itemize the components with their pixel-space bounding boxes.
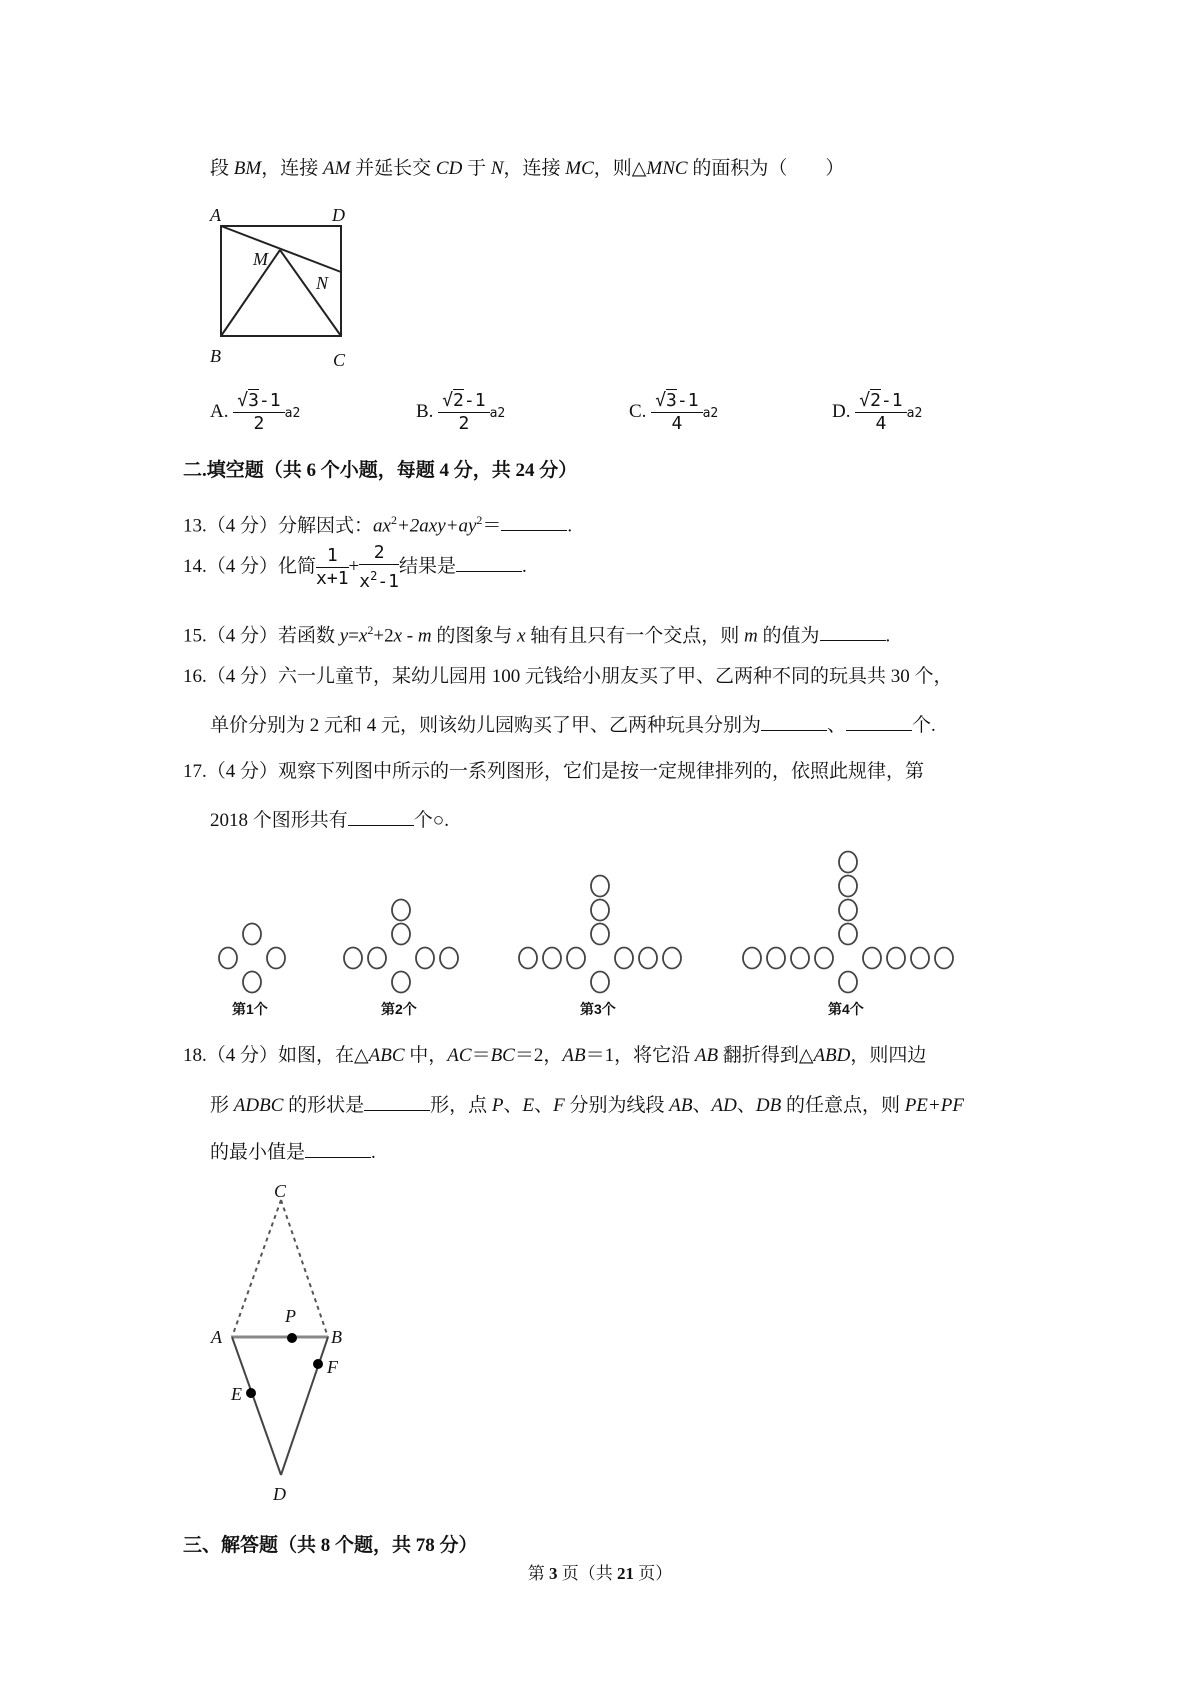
figure-3-label: 第3个 xyxy=(580,1001,616,1017)
circle-mark xyxy=(743,948,761,969)
figure-4-label: 第4个 xyxy=(828,1001,864,1017)
text: 的值为 xyxy=(757,625,820,647)
text: 2 xyxy=(390,513,397,527)
text: + xyxy=(348,556,360,577)
text: ADBC xyxy=(233,1095,284,1116)
text: ＝2， xyxy=(514,1045,563,1066)
text: 、 xyxy=(736,1095,756,1116)
denominator: 2 xyxy=(458,413,470,435)
text: 并延长交 xyxy=(350,158,436,179)
text: 的面积为（ ） xyxy=(687,158,845,179)
numerator xyxy=(233,390,284,413)
text: -1 xyxy=(463,390,486,412)
exponent: 2 xyxy=(497,406,506,421)
text: 段 xyxy=(210,158,234,179)
circle-mark xyxy=(767,948,785,969)
text: BC xyxy=(490,1045,515,1066)
text: N xyxy=(490,158,504,179)
circle-mark xyxy=(839,852,857,873)
point-e xyxy=(246,1388,256,1398)
label-b: B xyxy=(331,1327,342,1347)
label-e: E xyxy=(231,1384,242,1404)
circle-mark xyxy=(935,948,953,969)
circle-mark xyxy=(267,948,285,969)
circle-mark xyxy=(416,948,434,969)
circle-mark xyxy=(543,948,561,969)
circle-mark xyxy=(791,948,809,969)
text: m xyxy=(417,625,432,647)
fraction xyxy=(855,390,906,435)
sqrt-icon: √ xyxy=(237,390,249,412)
text: -1 xyxy=(676,390,699,412)
denominator: x+1 xyxy=(316,568,349,590)
text: = xyxy=(348,625,359,647)
label-d: D xyxy=(332,205,345,225)
text: AD xyxy=(711,1095,737,1116)
fraction xyxy=(438,390,489,435)
answer-blank-1[interactable] xyxy=(761,712,827,731)
text: ，连接 xyxy=(261,158,323,179)
fraction xyxy=(233,390,284,435)
text: 页） xyxy=(634,1564,673,1583)
line-bd xyxy=(281,1337,328,1475)
text: E xyxy=(522,1095,535,1116)
point-p xyxy=(287,1333,297,1343)
label-a: A xyxy=(211,1327,222,1347)
text: ，则△ xyxy=(593,158,647,179)
text: 的任意点，则 xyxy=(781,1095,905,1116)
circle-mark xyxy=(911,948,929,969)
circle-mark xyxy=(639,948,657,969)
denominator xyxy=(359,565,399,593)
denominator: 4 xyxy=(875,413,887,435)
circle-mark xyxy=(615,948,633,969)
variable: a xyxy=(906,406,915,421)
text: 2018 个图形共有 xyxy=(210,810,348,831)
text: DB xyxy=(755,1095,782,1116)
page-footer xyxy=(0,1562,1200,1586)
circle-mark xyxy=(440,948,458,969)
option-b[interactable] xyxy=(416,387,505,439)
text: 形，点 xyxy=(430,1095,492,1116)
circle-mark xyxy=(663,948,681,969)
fraction-1 xyxy=(316,545,349,590)
circle-mark xyxy=(839,900,857,921)
variable: a xyxy=(489,406,498,421)
exponent: 2 xyxy=(710,406,719,421)
q13 xyxy=(183,508,572,538)
circle-mark xyxy=(344,948,362,969)
circle-mark xyxy=(839,972,857,993)
text: 分别为线段 xyxy=(564,1095,670,1116)
text: ax xyxy=(373,515,391,537)
answer-blank-1[interactable] xyxy=(364,1092,430,1111)
circle-mark xyxy=(392,972,410,993)
label-f: F xyxy=(327,1357,338,1377)
text: AB xyxy=(562,1045,586,1066)
option-letter: C. xyxy=(629,401,647,422)
text: x xyxy=(359,571,371,593)
fraction xyxy=(651,390,702,435)
label-n: N xyxy=(316,273,329,293)
text: 形 xyxy=(210,1095,234,1116)
page-number: 3 xyxy=(549,1564,558,1583)
option-letter: A. xyxy=(210,401,229,422)
q17-line-2 xyxy=(210,807,449,833)
label-a: A xyxy=(210,205,221,225)
circle-mark xyxy=(863,948,881,969)
text: 2 xyxy=(370,569,378,584)
variable: a xyxy=(702,406,711,421)
circle-mark xyxy=(591,924,609,945)
label-b: B xyxy=(210,346,221,366)
numerator: 2 xyxy=(359,542,399,565)
circle-mark xyxy=(243,972,261,993)
fraction-2 xyxy=(359,542,399,593)
text: 轴有且只有一个交点，则 xyxy=(525,625,745,647)
q15 xyxy=(183,618,890,648)
circle-mark xyxy=(243,924,261,945)
text: 的图象与 xyxy=(431,625,518,647)
text: 、 xyxy=(827,715,847,736)
q16-line-1: 16.（4 分）六一儿童节，某幼儿园用 100 元钱给小朋友买了甲、乙两种不同的玩具共 30 个， xyxy=(183,666,953,687)
text: AM xyxy=(322,158,351,179)
radicand: 2 xyxy=(453,390,464,412)
text: 个○. xyxy=(413,810,449,831)
label-m: M xyxy=(253,249,268,269)
text: 、 xyxy=(534,1095,554,1116)
text: ，则四边 xyxy=(850,1045,927,1066)
text: x xyxy=(393,625,403,647)
variable: a xyxy=(284,406,293,421)
circle-mark xyxy=(591,900,609,921)
text: x xyxy=(517,625,526,647)
q18-line-3 xyxy=(210,1139,376,1165)
circle-mark xyxy=(839,876,857,897)
numerator xyxy=(651,390,702,413)
line-mc xyxy=(280,250,341,336)
answer-blank[interactable] xyxy=(456,553,522,572)
circle-mark xyxy=(591,876,609,897)
numerator xyxy=(438,390,489,413)
option-d[interactable] xyxy=(832,387,922,439)
circle-mark xyxy=(887,948,905,969)
section-3-heading: 三、解答题（共 8 个题，共 78 分） xyxy=(183,1535,478,1556)
text: 中， xyxy=(404,1045,448,1066)
text: 单价分别为 2 元和 4 元，则该幼儿园购买了甲、乙两种玩具分别为 xyxy=(210,715,762,736)
text: . xyxy=(885,625,891,647)
q14 xyxy=(183,542,527,593)
circle-pattern-figure xyxy=(219,852,953,993)
line-an xyxy=(221,226,341,272)
text: 结果是 xyxy=(399,556,457,577)
text: ＝ xyxy=(471,1045,491,1066)
numerator: 1 xyxy=(316,545,349,568)
figure-1-label: 第1个 xyxy=(232,1001,268,1017)
text: BM xyxy=(233,158,262,179)
text: 2 xyxy=(476,513,483,527)
text: MC xyxy=(565,158,594,179)
answer-blank[interactable] xyxy=(348,807,414,826)
text: MNC xyxy=(646,158,688,179)
radicand: 3 xyxy=(248,390,259,412)
q18-line-1 xyxy=(183,1044,926,1068)
text: 15.（4 分）若函数 xyxy=(183,625,340,647)
option-letter: D. xyxy=(832,401,851,422)
circle-mark xyxy=(219,948,237,969)
text: 的最小值是 xyxy=(210,1142,306,1163)
text: 个. xyxy=(912,715,936,736)
line-mb xyxy=(221,250,280,336)
text: P xyxy=(491,1095,504,1116)
q18-line-2 xyxy=(210,1092,964,1118)
sqrt-icon: √ xyxy=(655,390,667,412)
figure-2-label: 第2个 xyxy=(381,1001,417,1017)
text: CD xyxy=(435,158,463,179)
text: . xyxy=(371,1142,376,1163)
text: -1 xyxy=(258,390,281,412)
text: ，连接 xyxy=(503,158,566,179)
total-pages: 21 xyxy=(617,1564,634,1583)
section-2-heading: 二.填空题（共 6 个小题，每题 4 分，共 24 分） xyxy=(183,460,578,481)
text: +2axy+ay xyxy=(396,515,477,537)
line-ac-dashed xyxy=(232,1200,281,1337)
label-d: D xyxy=(273,1484,286,1504)
text: ＝1，将它沿 xyxy=(585,1045,695,1066)
text: ABC xyxy=(368,1045,405,1066)
label-c: C xyxy=(333,350,346,370)
circle-mark xyxy=(519,948,537,969)
circle-mark xyxy=(567,948,585,969)
line-ad xyxy=(232,1337,281,1475)
circle-mark xyxy=(368,948,386,969)
circle-mark xyxy=(839,924,857,945)
radicand: 2 xyxy=(870,390,881,412)
text: 18.（4 分）如图，在△ xyxy=(183,1045,369,1066)
exponent: 2 xyxy=(292,406,301,421)
text: 13.（4 分）分解因式： xyxy=(183,515,374,537)
text: ＝ xyxy=(482,515,502,537)
text: F xyxy=(553,1095,565,1116)
text: AB xyxy=(694,1045,719,1066)
text: -1 xyxy=(880,390,903,412)
text: . xyxy=(567,515,573,537)
text: . xyxy=(522,556,527,577)
text: +2 xyxy=(373,625,394,647)
text: 页（共 xyxy=(557,1564,617,1583)
answer-blank[interactable] xyxy=(820,622,886,641)
text: 翻折得到△ xyxy=(718,1045,814,1066)
text: x xyxy=(358,625,368,647)
q16-line-2 xyxy=(210,712,936,738)
text: 于 xyxy=(462,158,491,179)
circle-mark xyxy=(591,972,609,993)
text: 、 xyxy=(503,1095,523,1116)
text: 的形状是 xyxy=(283,1095,365,1116)
answer-blank-2[interactable] xyxy=(305,1139,371,1158)
label-c: C xyxy=(274,1181,287,1201)
text: 、 xyxy=(692,1095,712,1116)
q17-line-1: 17.（4 分）观察下列图中所示的一系列图形，它们是按一定规律排列的，依照此规律，第 xyxy=(183,761,925,782)
text: ABD xyxy=(813,1045,851,1066)
text: 第 xyxy=(527,1564,549,1583)
text: AC xyxy=(447,1045,472,1066)
option-a[interactable] xyxy=(210,387,300,439)
denominator: 4 xyxy=(671,413,683,435)
denominator: 2 xyxy=(253,413,265,435)
text: y xyxy=(339,625,349,647)
circle-mark xyxy=(392,924,410,945)
label-p: P xyxy=(285,1306,296,1326)
circle-mark xyxy=(815,948,833,969)
option-letter: B. xyxy=(416,401,434,422)
text: m xyxy=(744,625,758,647)
text: - xyxy=(402,625,418,647)
numerator xyxy=(855,390,906,413)
text: 14.（4 分）化简 xyxy=(183,556,317,577)
answer-blank-2[interactable] xyxy=(846,712,912,731)
text: -1 xyxy=(377,571,400,593)
radicand: 3 xyxy=(666,390,677,412)
text: AB xyxy=(669,1095,693,1116)
text: 2 xyxy=(367,623,374,637)
answer-blank[interactable] xyxy=(501,512,567,531)
text: PE+PF xyxy=(904,1095,964,1116)
kite-figure xyxy=(232,1200,328,1475)
sqrt-icon: √ xyxy=(442,390,454,412)
circle-mark xyxy=(392,900,410,921)
point-f xyxy=(313,1359,323,1369)
exponent: 2 xyxy=(914,406,923,421)
sqrt-icon: √ xyxy=(859,390,871,412)
option-c[interactable] xyxy=(629,387,718,439)
